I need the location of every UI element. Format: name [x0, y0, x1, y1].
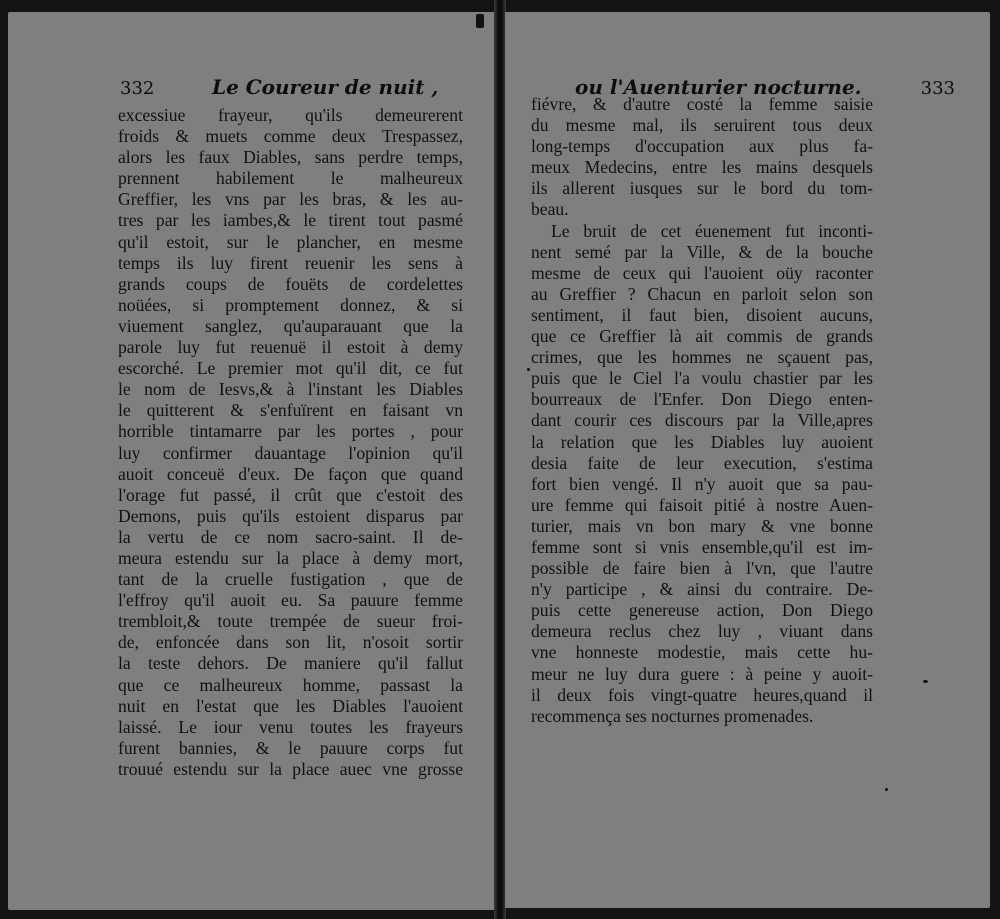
ink-speck	[923, 680, 928, 683]
text-line: auoit conceuë d'eux. De façon que quand	[118, 463, 463, 484]
text-line: fiévre, & d'autre costé la femme saisie	[531, 94, 873, 114]
text-line: de, enfoncée dans son lit, n'osoit sortir	[118, 632, 463, 653]
text-line: meura estendu sur la place à demy mort,	[118, 547, 463, 568]
text-line: au Greffier ? Chacun en parloit selon son	[531, 283, 873, 304]
left-page-number: 332	[120, 78, 155, 99]
text-line: sentiment, il faut bien, disoient aucuns,	[531, 304, 873, 325]
text-line: nent semé par la Ville, & de la bouche	[531, 241, 873, 262]
text-line: bourreaux de l'Enfer. Don Diego enten-	[531, 389, 873, 410]
text-line: excessiue frayeur, qu'ils demeurerent	[118, 105, 463, 125]
left-running-title: Le Coureur de nuit ,	[212, 75, 439, 99]
text-line: Le bruit de cet éuenement fut inconti-	[551, 220, 873, 241]
text-line: dant courir ces discours par la Ville,apres	[531, 410, 873, 431]
ink-speck	[885, 788, 888, 791]
text-line: la teste dehors. De maniere qu'il fallut	[118, 653, 463, 674]
text-line: nuit en l'estat que les Diables l'auoient	[118, 695, 463, 716]
text-line: grands coups de fouëts de cordelettes	[118, 273, 463, 294]
text-line: il deux fois vingt-quatre heures,quand il	[531, 684, 873, 705]
text-line: trouué estendu sur la place auec vne grosse	[118, 758, 463, 779]
text-line: la vertu de ce nom sacro-saint. Il de-	[118, 526, 463, 547]
text-line: puis cette genereuse action, Don Diego	[531, 600, 873, 621]
text-line: mesme de ceux qui l'auoient oüy raconter	[531, 262, 873, 283]
text-line: tant de la cruelle fustigation , que de	[118, 569, 463, 590]
text-line: que ce Greffier là ait commis de grands	[531, 326, 873, 347]
text-line: prennent habilement le malheureux	[118, 168, 463, 189]
text-line: ure femme qui faisoit pitié à nostre Auen-	[531, 494, 873, 515]
text-line: turier, mais vn bon mary & vne bonne	[531, 515, 873, 536]
text-line: fort bien vengé. Il n'y auoit que sa pau-	[531, 473, 873, 494]
spine-mark	[476, 14, 484, 28]
right-page	[505, 12, 990, 908]
text-line: escorché. Le premier mot qu'il dit, ce fut	[118, 358, 463, 379]
text-line: luy confirmer dauantage l'opinion qu'il	[118, 442, 463, 463]
text-line: possible de faire bien à l'vn, que l'autre	[531, 558, 873, 579]
text-line: horrible tintamarre par les portes , pour	[118, 421, 463, 442]
text-line: Greffier, les vns par les bras, & les au-	[118, 189, 463, 210]
text-line: demeura reclus chez luy , viuant dans	[531, 621, 873, 642]
text-line: vne honneste modestie, mais cette hu-	[531, 642, 873, 663]
left-page-body	[118, 105, 463, 780]
text-line: meur ne luy dura guere : à peine y auoit-	[531, 663, 873, 684]
right-page-number: 333	[920, 78, 955, 99]
text-line: Demons, puis qu'ils estoient disparus par	[118, 505, 463, 526]
text-line: puis que le Ciel l'a voulu chastier par les	[531, 368, 873, 389]
text-line: desia faite de leur execution, s'estima	[531, 452, 873, 473]
text-line: tres par les iambes,& le tirent tout pasmé	[118, 210, 463, 231]
text-line: parole luy fut reuenuë il estoit à demy	[118, 337, 463, 358]
text-line: laissé. Le iour venu toutes les frayeurs	[118, 716, 463, 737]
text-line: du mesme mal, ils seruirent tous deux	[531, 115, 873, 136]
text-line: trembloit,& toute trempée de sueur froi-	[118, 611, 463, 632]
right-page-body	[531, 94, 873, 727]
text-line: crimes, que les hommes ne sçauent pas,	[531, 347, 873, 368]
text-line: meux Medecins, entre les mains desquels	[531, 157, 873, 178]
text-line: alors les faux Diables, sans perdre temps,	[118, 147, 463, 168]
text-line: ils allerent iusques sur le bord du tom-	[531, 178, 873, 199]
text-line: noüées, si promptement donnez, & si	[118, 294, 463, 315]
ink-speck	[527, 368, 530, 371]
left-page-header	[120, 74, 480, 102]
text-line: long-temps d'occupation aux plus fa-	[531, 136, 873, 157]
left-page	[8, 12, 496, 910]
text-line: n'y participe , & ainsi du contraire. De-	[531, 579, 873, 600]
text-line: la relation que les Diables luy auoient	[531, 431, 873, 452]
text-line: femme sont si vnis ensemble,qu'il est im-	[531, 536, 873, 557]
text-line: viuement sanglez, qu'auparauant que la	[118, 315, 463, 336]
text-line: le nom de Iesvs,& à l'instant les Diables	[118, 379, 463, 400]
text-line: froids & muets comme deux Trespassez,	[118, 126, 463, 147]
text-line: que ce malheureux homme, passast la	[118, 674, 463, 695]
text-line: l'orage fut passé, il crût que c'estoit des	[118, 484, 463, 505]
text-line: temps ils luy firent reuenir les sens à	[118, 252, 463, 273]
text-line: recommença ses nocturnes promenades.	[531, 705, 814, 726]
text-line: furent bannies, & le pauure corps fut	[118, 737, 463, 758]
right-running-title: ou l'Auenturier nocturne.	[575, 75, 862, 99]
text-line: qu'il estoit, sur le plancher, en mesme	[118, 231, 463, 252]
text-line: le quitterent & s'enfuïrent en faisant vn	[118, 400, 463, 421]
text-line: beau.	[531, 199, 569, 220]
text-line: l'effroy qu'il auoit eu. Sa pauure femme	[118, 590, 463, 611]
